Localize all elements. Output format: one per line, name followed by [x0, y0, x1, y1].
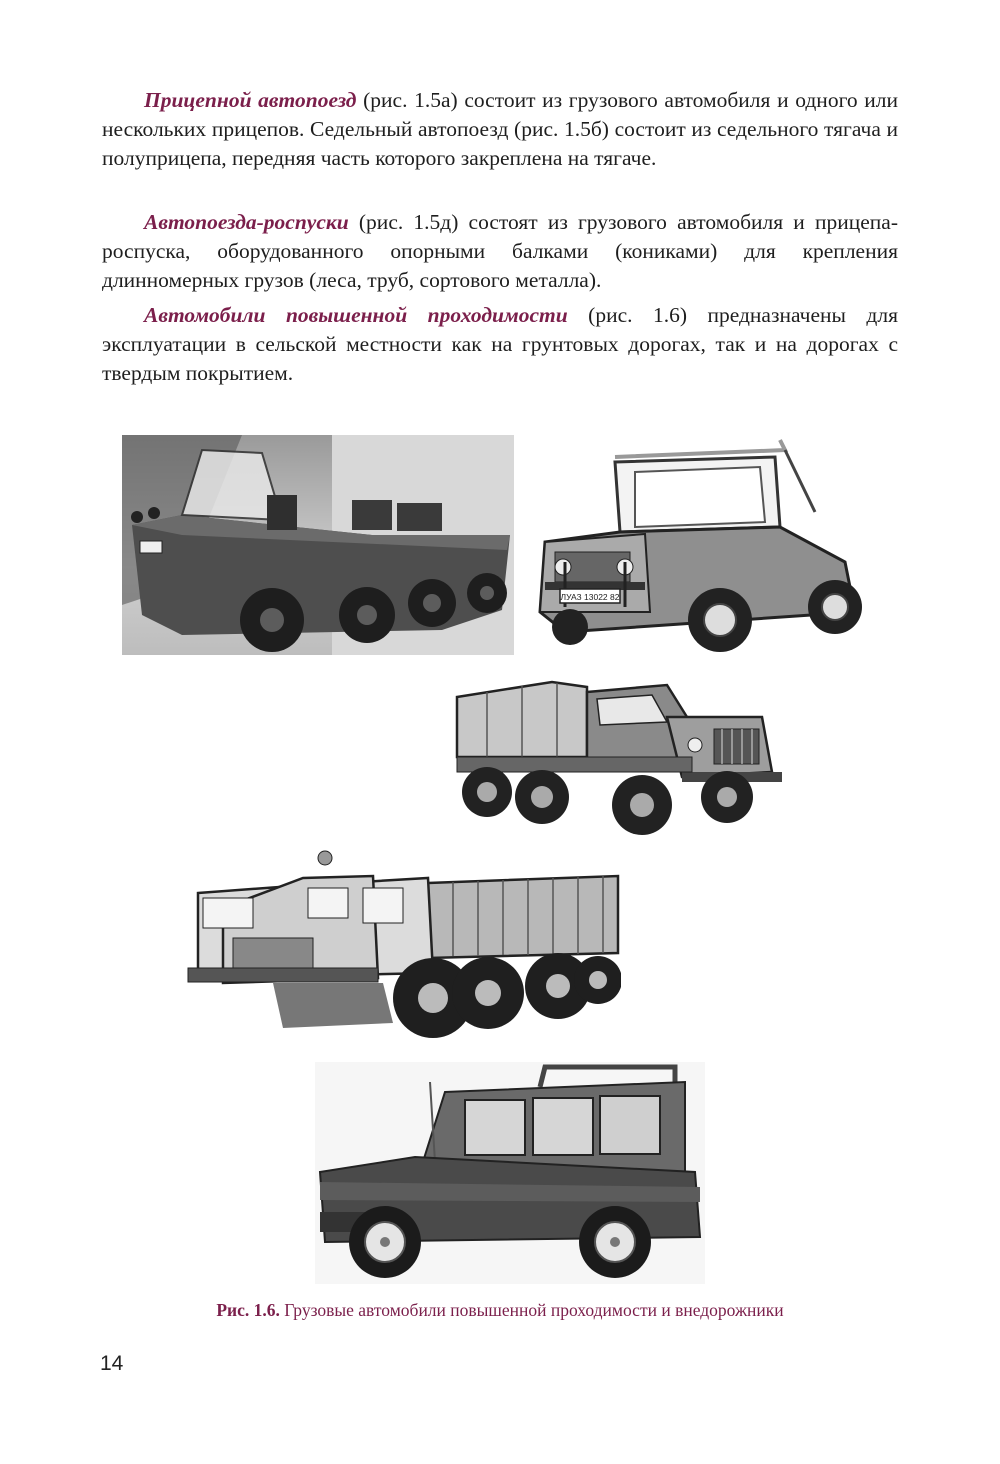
paragraph-1 — [102, 86, 898, 173]
paragraph-1-text: (рис. 1.5а) состоит из грузового автомобиля и одного или нескольких прицепов. Седельный автопоезд (рис. 1.5б) состоит из седельного тягача и полуприцепа, передняя часть которого закреплена на тягаче. — [102, 88, 898, 170]
figure-label: Рис. 1.6. — [216, 1300, 280, 1320]
page-number: 14 — [100, 1352, 124, 1375]
license-plate-text: ЛУАЗ 13022 82 — [560, 592, 620, 602]
figure-caption-text: Грузовые автомобили повышенной проходимости и внедорожники — [279, 1300, 784, 1320]
term-log-trailer: Автопоезда-роспуски — [144, 210, 349, 234]
paragraph-2 — [102, 208, 898, 295]
paragraph-3-text: (рис. 1.6) предназначены для эксплуатации в сельской местности как на грунтовых дорогах, так и на дорогах с твердым покрытием. — [102, 303, 898, 385]
ural-truck-drawing — [452, 677, 788, 842]
term-trailer-train: Прицепной автопоезд — [144, 88, 357, 112]
suv-offroader-photo — [315, 1062, 705, 1284]
amphibious-vehicle-photo — [122, 435, 514, 655]
term-offroad-vehicles: Автомобили повышенной проходимости — [144, 303, 568, 327]
figure-caption — [0, 1300, 1000, 1321]
maz-8x8-truck-drawing — [183, 848, 621, 1048]
paragraph-2-text: (рис. 1.5д) состоят из грузового автомобиля и прицепа-роспуска, оборудованного опорными балками (кониками) для крепления длинномерных грузов (леса, труб, сортового металла). — [102, 210, 898, 292]
luaz-pickup-drawing — [525, 432, 885, 660]
paragraph-3 — [102, 301, 898, 388]
